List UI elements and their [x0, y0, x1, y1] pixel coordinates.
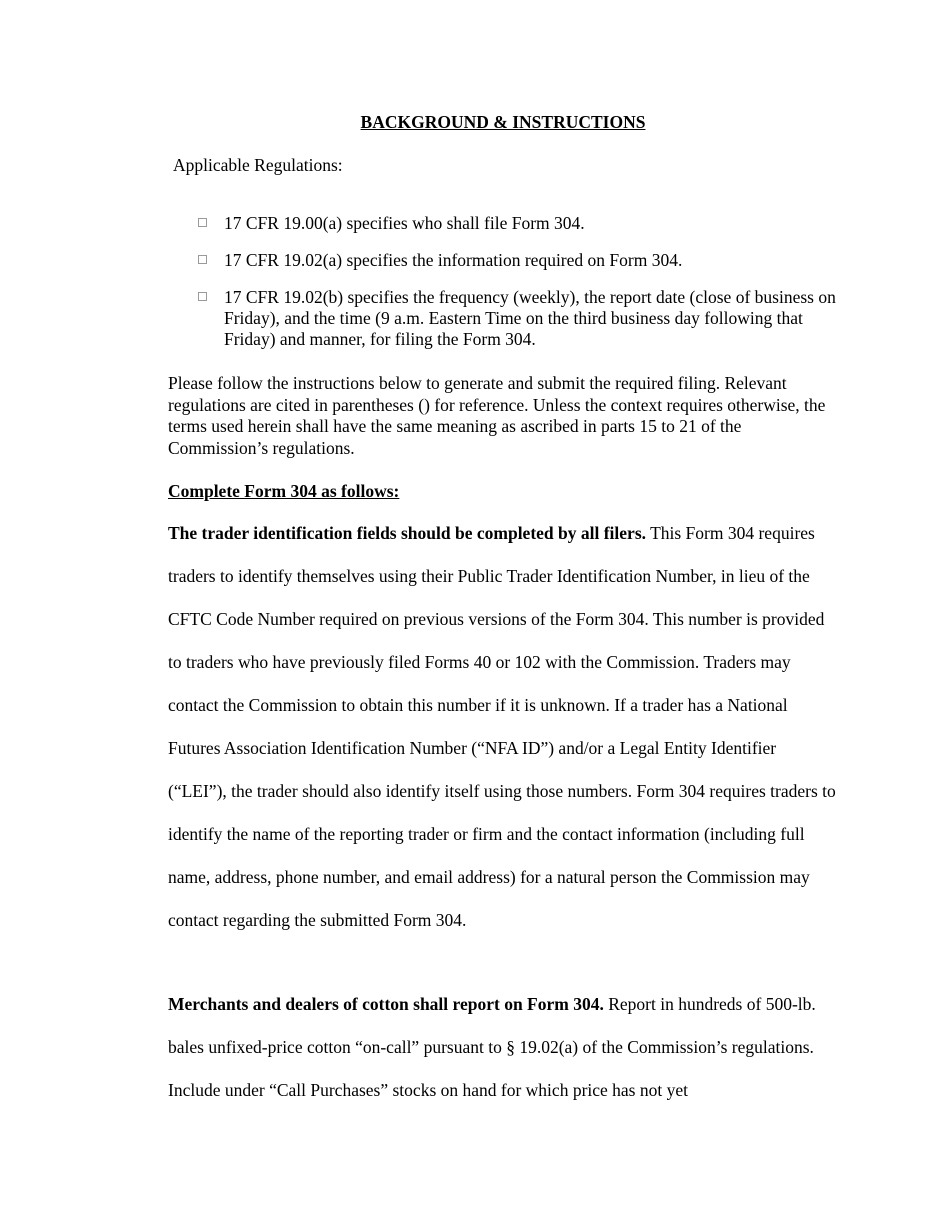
- cotton-paragraph-lead: Merchants and dealers of cotton shall report on Form 304.: [168, 994, 604, 1014]
- regulation-item: [198, 287, 838, 350]
- trader-paragraph-body: This Form 304 requires traders to identify themselves using their Public Trader Identification Number, in lieu of the CFTC Code Number required on previous versions of the Form 304. This number is provided to traders who have previously filed Forms 40 or 102 with the Commission. Traders may contact the Commission to obtain this number if it is unknown. If a trader has a National Futures Association Identification Number (“NFA ID”) and/or a Legal Entity Identifier (“LEI”), the trader should also identify itself using those numbers. Form 304 requires traders to identify the name of the reporting trader or firm and the contact information (including full name, address, phone number, and email address) for a natural person the Commission may contact regarding the submitted Form 304.: [168, 523, 836, 930]
- document-title: BACKGROUND & INSTRUCTIONS: [360, 112, 646, 132]
- checkbox-bullet-icon: [198, 255, 207, 264]
- intro-paragraph: Please follow the instructions below to generate and submit the required filing. Relevant regulations are cited in parentheses () for reference. Unless the context requires otherwise, the terms used herein shall have the same meaning as ascribed in parts 15 to 21 of the Commission’s regulations.: [168, 373, 826, 458]
- regulation-item: [198, 213, 838, 234]
- regulation-item: [198, 250, 838, 271]
- checkbox-bullet-icon: [198, 292, 207, 301]
- cotton-paragraph-body: Report in hundreds of 500-lb. bales unfixed-price cotton “on-call” pursuant to § 19.02(a) of the Commission’s regulations. Include under “Call Purchases” stocks on hand for which price has not yet: [168, 994, 816, 1100]
- trader-paragraph-lead: The trader identification fields should be completed by all filers.: [168, 523, 647, 543]
- regulations-label: Applicable Regulations:: [173, 155, 343, 175]
- section-subheading: Complete Form 304 as follows:: [168, 481, 400, 501]
- regulation-text: 17 CFR 19.00(a) specifies who shall file Form 304.: [224, 213, 585, 233]
- regulation-text: 17 CFR 19.02(a) specifies the information required on Form 304.: [224, 250, 683, 270]
- checkbox-bullet-icon: [198, 218, 207, 227]
- regulations-list: [198, 213, 838, 366]
- trader-identification-paragraph: [168, 512, 838, 942]
- regulation-text: 17 CFR 19.02(b) specifies the frequency (weekly), the report date (close of business on Friday), and the time (9 a.m. Eastern Time on the third business day following that Friday) and manner, for filing the Form 304.: [224, 287, 836, 349]
- cotton-merchants-paragraph: [168, 983, 838, 1112]
